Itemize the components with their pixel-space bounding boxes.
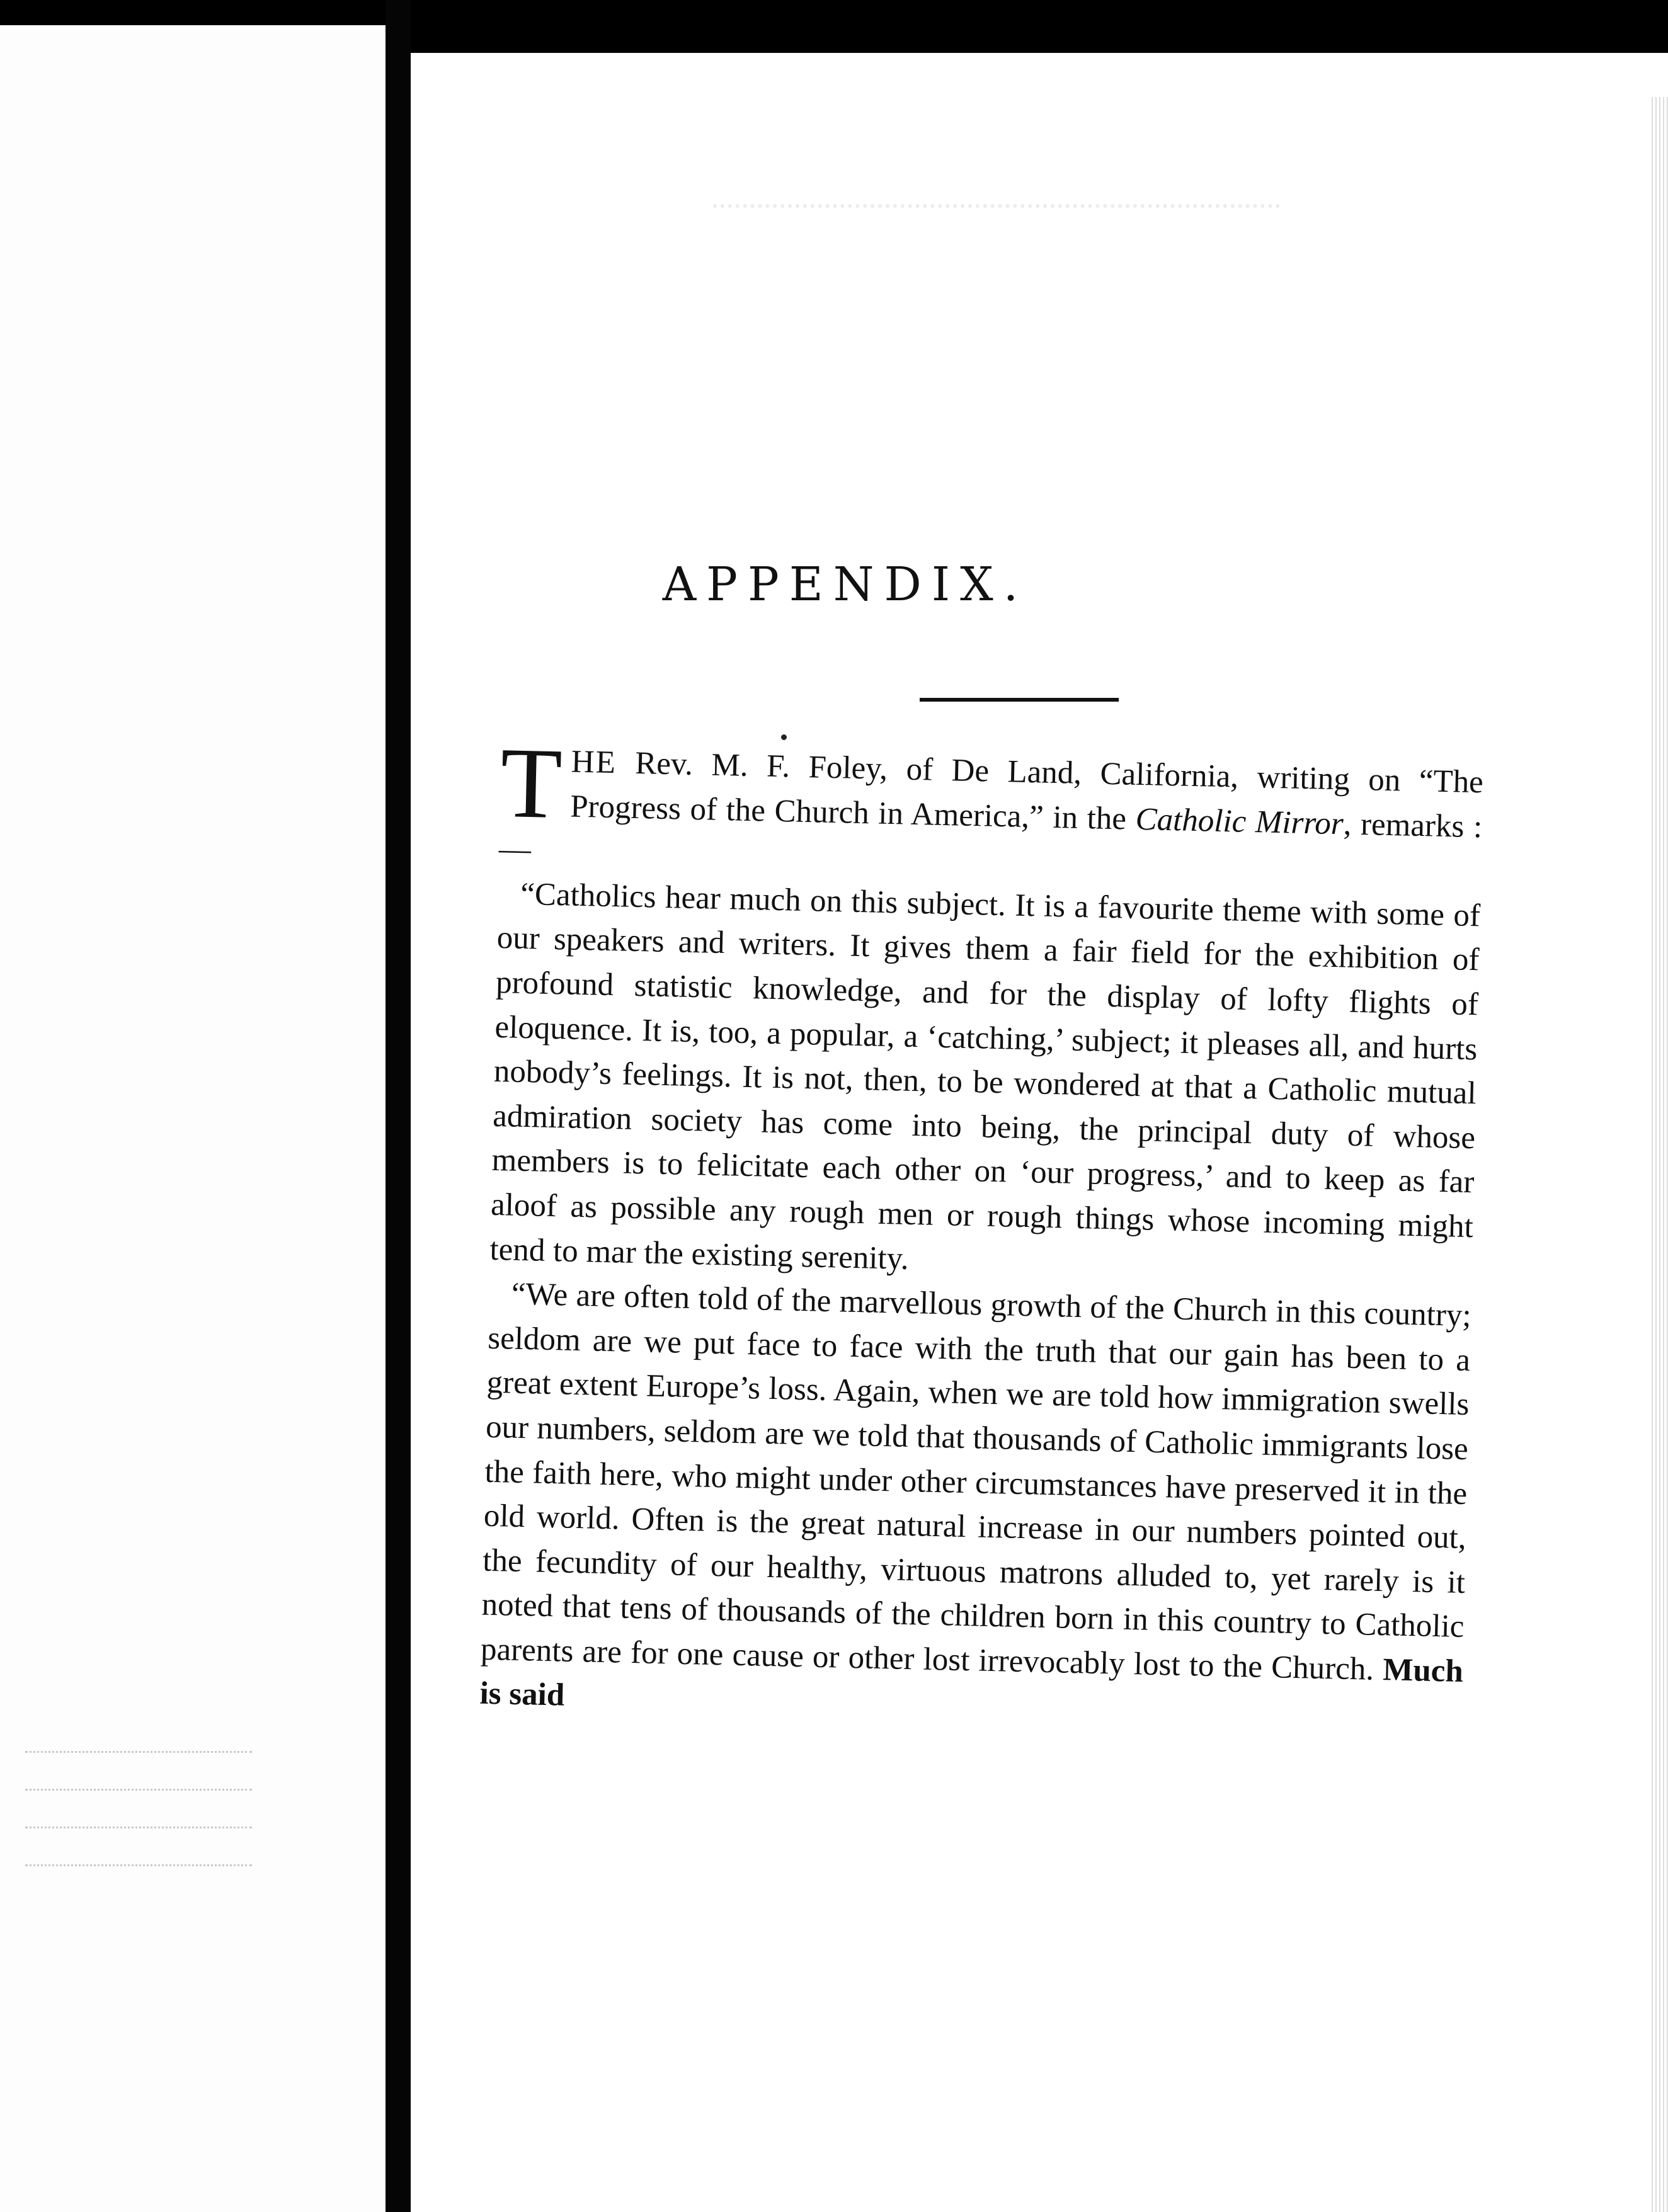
first-word: HE [571, 744, 617, 781]
left-page [0, 25, 386, 2212]
page-edge [1649, 97, 1668, 2212]
paragraph-2: “Catholics hear much on this subject. It is a favourite theme with some of our speakers and writers. It gives them a fair field for the exhibition of profound statistic knowledge, and for the display of lofty flights of eloquence. It is, too, a popular, a ‘catching,’ subject; it pleases all, and hurts nobody’s feelings. It is not, then, to be wondered at that a Catholic mutual admiration society has come into being, the principal duty of whose members is to felicitate each other on ‘our progress,’ and to keep as far aloof as possible any rough men or rough things whose incoming might tend to mar the existing serenity. [489, 876, 1481, 1277]
paragraph-1 [498, 726, 1484, 894]
ink-dot [781, 734, 787, 740]
paragraph-3 [479, 1272, 1472, 1738]
page-heading: APPENDIX. [662, 557, 1029, 612]
paragraph-1-end: , remarks :— [498, 806, 1483, 868]
faint-show-through [713, 204, 1280, 233]
paragraph-1-text: Rev. M. F. Foley, of De Land, California, writing on “The Progress of the Church in America,” in the [569, 745, 1484, 837]
drop-cap: T [499, 726, 564, 840]
publication-title: Catholic Mirror [1135, 801, 1344, 841]
left-page-bleed-marks [25, 1751, 252, 1915]
body-text [479, 726, 1484, 1738]
paragraph-3-text: “We are often told of the marvellous growth of the Church in this country; seldom are we put face to face with the truth that our gain has been to a great extent Europe’s loss. Again, when we are told how immigration swells our numbers, seldom are we told that thousands of Catholic immigrants lose the faith here, who might under other circumstances have preserved it in the old world. Often is the great natural increase in our numbers pointed out, the fecundity of our healthy, virtuous matrons alluded to, yet rarely is it noted that tens of thousands of the children born in this country to Catholic parents are for one cause or other lost irrevocably lost to the Church. [480, 1276, 1472, 1687]
paragraph-3-tail: Much is said [479, 1652, 1464, 1714]
book-gutter [386, 0, 411, 2212]
heading-rule [920, 698, 1119, 702]
